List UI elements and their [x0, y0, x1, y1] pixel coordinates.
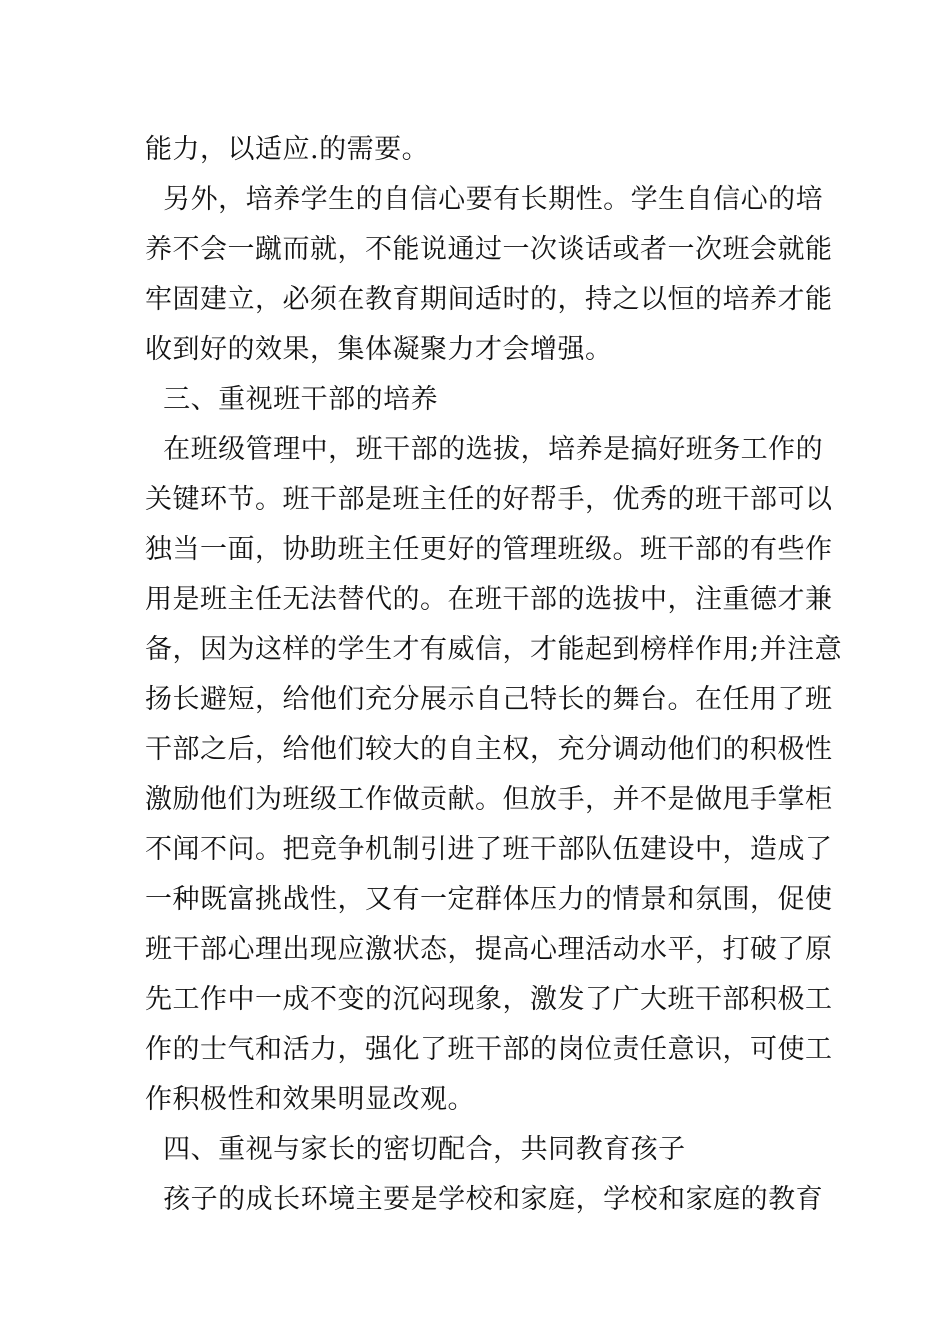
- text-line: 作积极性和效果明显改观。: [145, 1084, 475, 1115]
- text-line: 用是班主任无法替代的。在班干部的选拔中，注重德才兼: [145, 584, 833, 615]
- text-line: 作的士气和活力，强化了班干部的岗位责任意识，可使工: [145, 1034, 833, 1065]
- text-line: 独当一面，协助班主任更好的管理班级。班干部的有些作: [145, 534, 833, 565]
- text-line: 关键环节。班干部是班主任的好帮手，优秀的班干部可以: [145, 484, 833, 515]
- text-line: 备，因为这样的学生才有威信，才能起到榜样作用;并注意: [145, 634, 843, 665]
- text-line: 在班级管理中，班干部的选拔，培养是搞好班务工作的: [145, 434, 824, 465]
- text-line: 干部之后，给他们较大的自主权，充分调动他们的积极性: [145, 734, 833, 765]
- text-line: 一种既富挑战性，又有一定群体压力的情景和氛围，促使: [145, 884, 833, 915]
- text-line: 能力，以适应.的需要。: [145, 134, 430, 165]
- text-line: 先工作中一成不变的沉闷现象，激发了广大班干部积极工: [145, 984, 833, 1015]
- section-heading: 四、重视与家长的密切配合，共同教育孩子: [145, 1134, 686, 1165]
- text-line: 孩子的成长环境主要是学校和家庭，学校和家庭的教育: [145, 1184, 824, 1215]
- text-line: 养不会一蹴而就，不能说通过一次谈话或者一次班会就能: [145, 234, 833, 265]
- text-line: 另外，培养学生的自信心要有长期性。学生自信心的培: [145, 184, 824, 215]
- text-line: 扬长避短，给他们充分展示自己特长的舞台。在任用了班: [145, 684, 833, 715]
- section-heading: 三、重视班干部的培养: [145, 384, 439, 415]
- text-line: 班干部心理出现应激状态，提高心理活动水平，打破了原: [145, 934, 833, 965]
- text-line: 激励他们为班级工作做贡献。但放手，并不是做甩手掌柜: [145, 784, 833, 815]
- text-line: 牢固建立，必须在教育期间适时的，持之以恒的培养才能: [145, 284, 833, 315]
- text-line: 不闻不问。把竞争机制引进了班干部队伍建设中，造成了: [145, 834, 833, 865]
- text-line: 收到好的效果，集体凝聚力才会增强。: [145, 334, 613, 365]
